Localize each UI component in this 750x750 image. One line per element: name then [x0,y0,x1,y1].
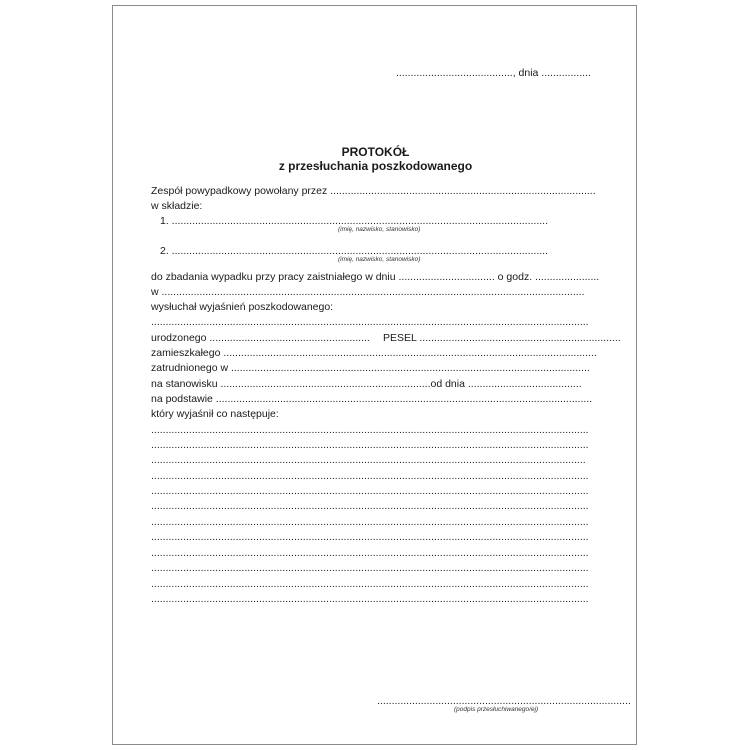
signature-caption: (podpis przesłuchiwanego/ej) [454,706,539,713]
employment-basis-field[interactable]: na podstawie ................................................................................................................................. [151,393,593,405]
statement-line[interactable]: ...................................................................................................................................................... [151,578,589,590]
statement-line[interactable]: ...................................................................................................................................................... [151,562,589,574]
statement-line[interactable]: ...................................................................................................................................................... [151,593,589,605]
member-2-field[interactable]: 2. ................................................................................................................................. [160,245,548,257]
statement-line[interactable]: ...................................................................................................................................................... [151,531,589,543]
document-title: PROTOKÓŁ [341,145,410,159]
heard-line[interactable]: ...................................................................................................................................................... [151,316,589,328]
member-1-caption: (imię, nazwisko, stanowisko) [338,226,421,233]
composition-label: w składzie: [151,200,203,212]
employer-field[interactable]: zatrudnionego w ........................................................................................................................... [151,362,590,374]
document-page [112,5,637,745]
pesel-field[interactable]: PESEL ..................................................................... [383,332,621,344]
member-2-caption: (imię, nazwisko, stanowisko) [338,256,421,263]
member-1-field[interactable]: 1. ................................................................................................................................. [160,215,548,227]
team-appointed-field[interactable]: Zespół powypadkowy powołany przez ........................................................................................... [151,185,596,197]
accident-date-time-field[interactable]: do zbadania wypadku przy pracy zaistniałego w dniu ................................. o godz. ...................... [151,271,600,283]
place-date-field[interactable]: ........................................, dnia ................. [396,67,591,79]
statement-line[interactable]: ...................................................................................................................................................... [151,516,589,528]
position-since-field[interactable]: na stanowisku ........................................................................od dnia ....................................... [151,378,582,390]
statement-line[interactable]: ...................................................................................................................................................... [151,424,589,436]
statement-line[interactable]: ...................................................................................................................................................... [151,470,589,482]
accident-location-field[interactable]: w ................................................................................................................................................. [151,286,585,298]
statement-line[interactable]: ...................................................................................................................................................... [151,439,589,451]
born-field[interactable]: urodzonego ....................................................... [151,332,370,344]
document-subtitle: z przesłuchania poszkodowanego [278,159,473,173]
statement-line[interactable]: ..................................................................................................................................................... [151,454,586,466]
statement-line[interactable]: ...................................................................................................................................................... [151,547,589,559]
statement-line[interactable]: ...................................................................................................................................................... [151,485,589,497]
residence-field[interactable]: zamieszkałego ................................................................................................................................ [151,347,597,359]
heard-label: wysłuchał wyjaśnień poszkodowanego: [151,301,334,313]
statement-line[interactable]: ...................................................................................................................................................... [151,500,589,512]
explained-label: który wyjaśnił co następuje: [151,408,279,420]
signature-line[interactable]: ....................................................................................... [377,695,631,707]
